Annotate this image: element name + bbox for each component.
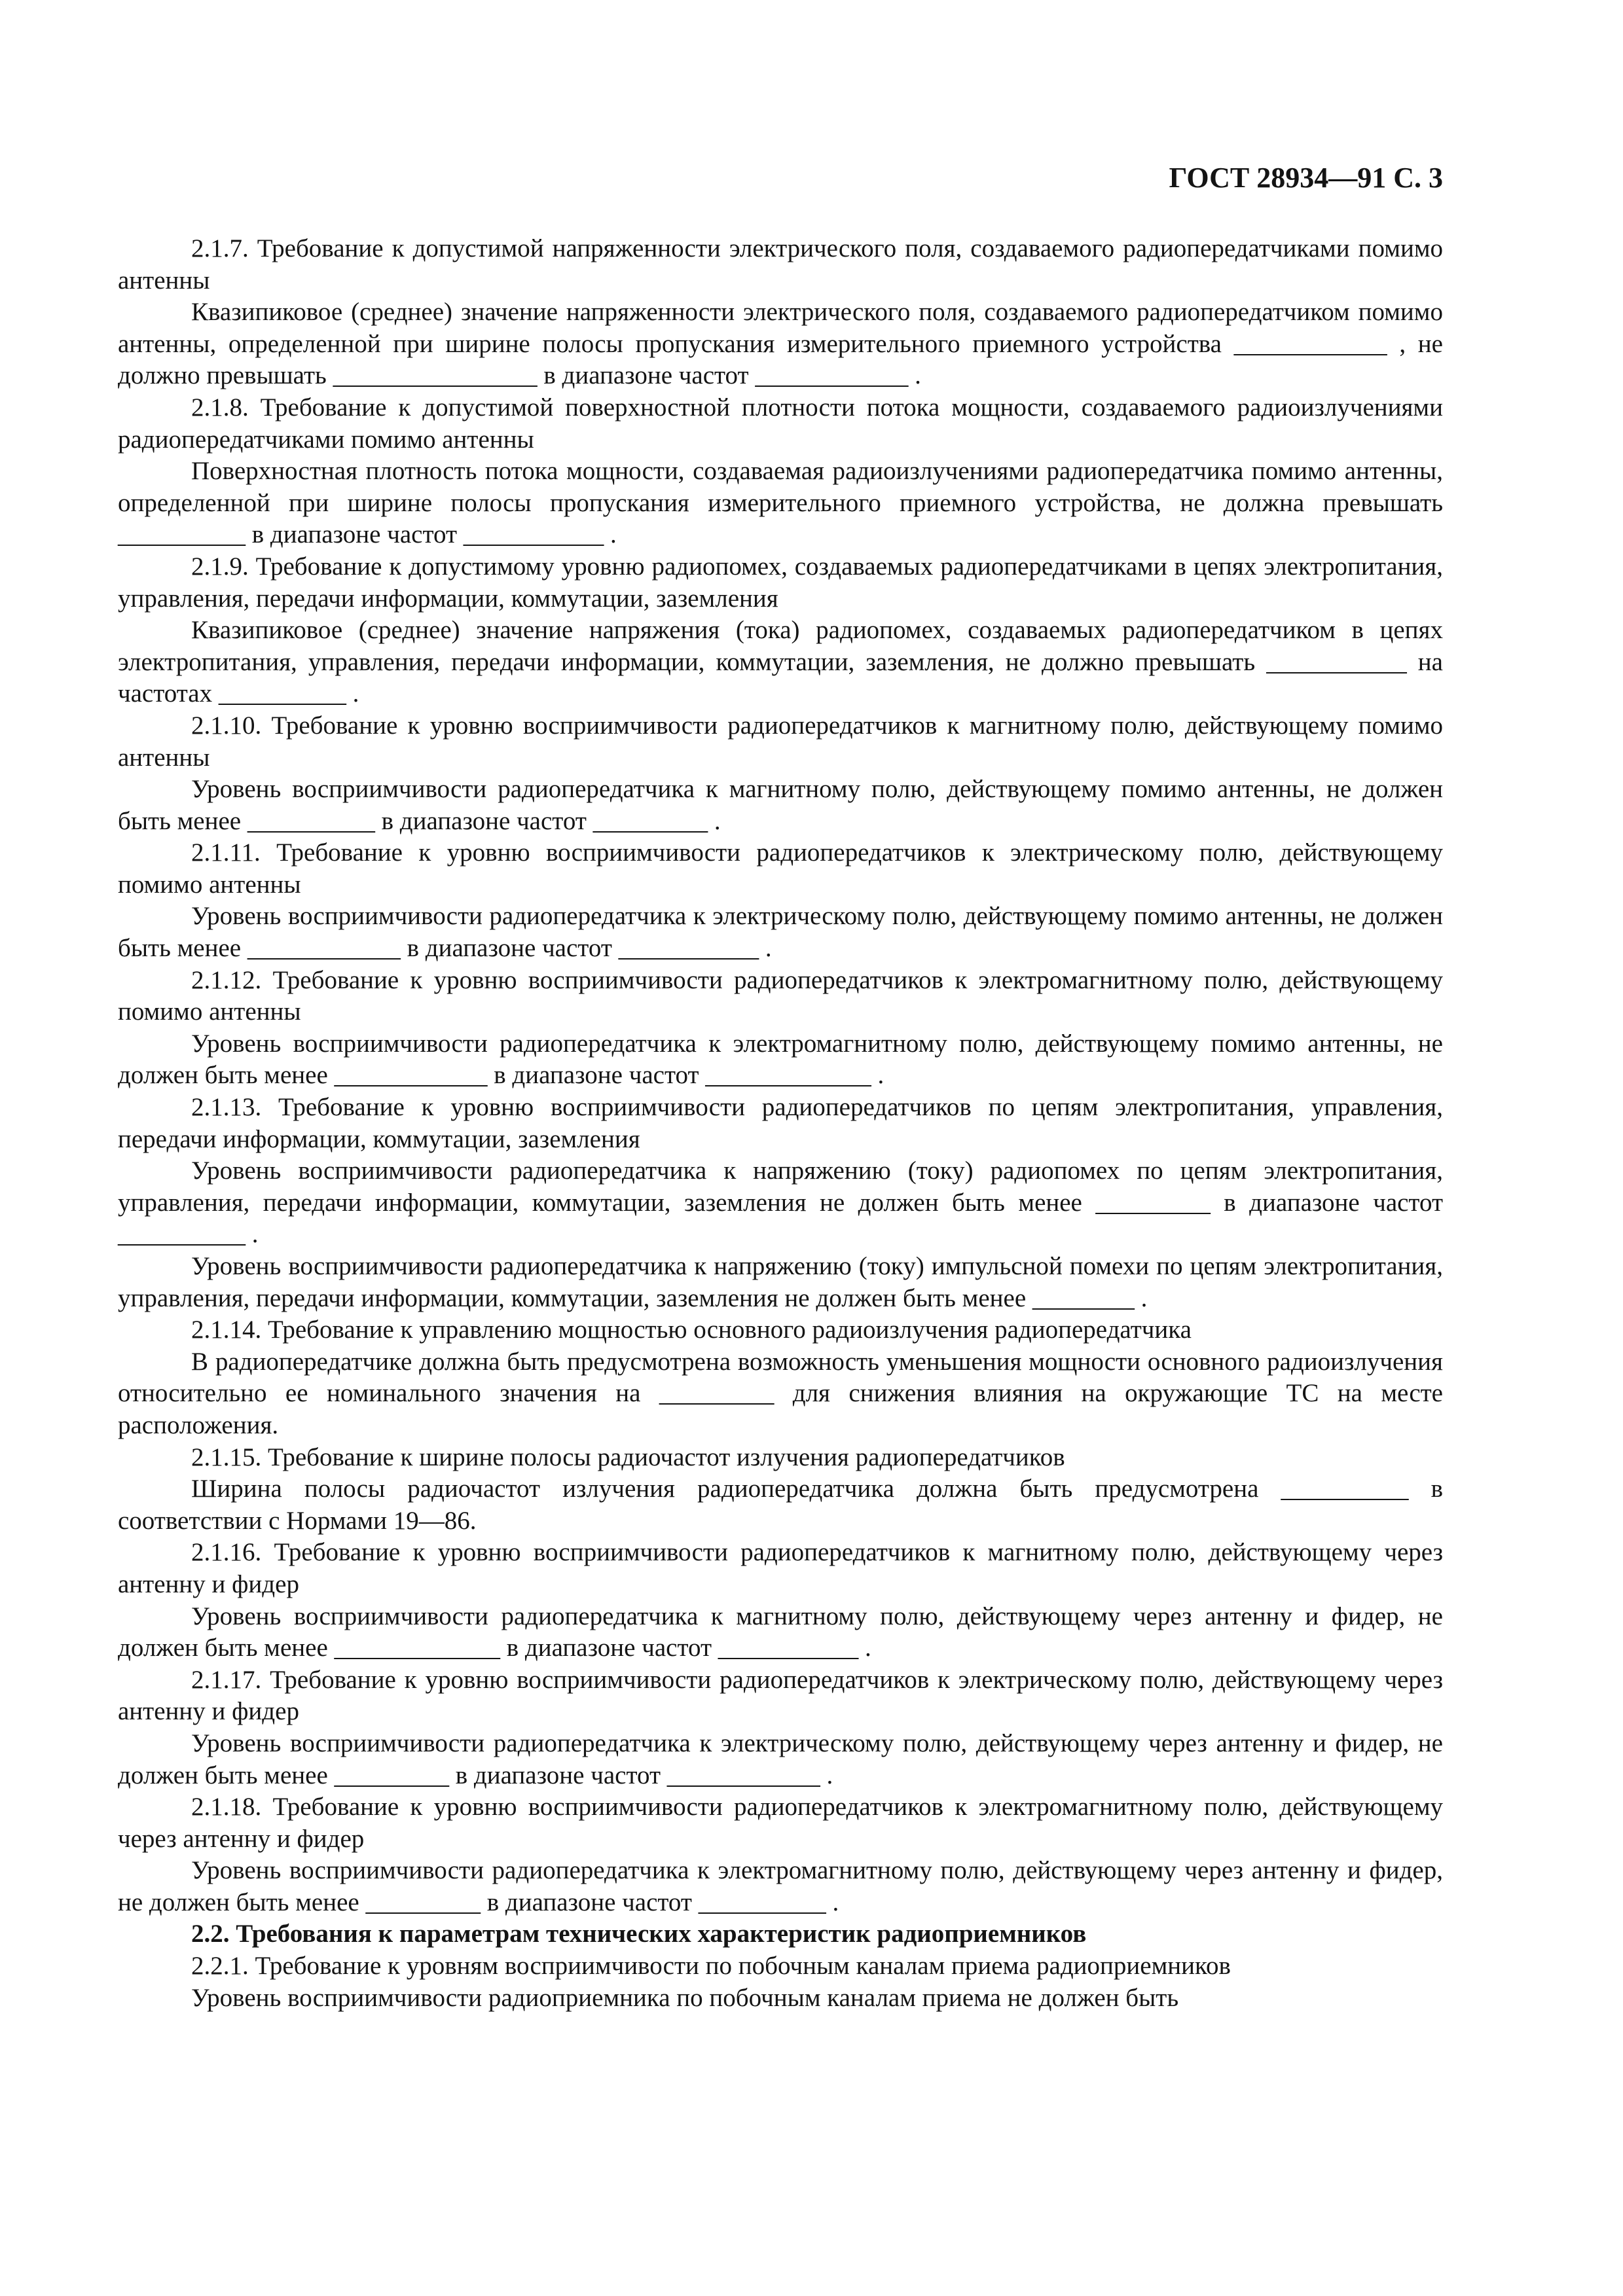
paragraph: Уровень восприимчивости радиоприемника по побочным каналам приема не должен быть	[191, 1983, 1179, 2012]
paragraph: Уровень восприимчивости радиопередатчика к напряжению (току) радиопомех по цепям электропитания, управления, передачи информации, коммутации, заземления не должен быть менее _________ в диапазоне частот __________ .	[118, 1157, 1443, 1249]
paragraph: Уровень восприимчивости радиопередатчика к электромагнитному полю, действующему помимо антенны, не должен быть менее ____________ в диапазоне частот _____________ .	[118, 1029, 1443, 1090]
paragraph: 2.1.7. Требование к допустимой напряженности электрического поля, создаваемого радиопередатчиками помимо антенны	[118, 234, 1443, 295]
paragraph: 2.1.18. Требование к уровню восприимчивости радиопередатчиков к электромагнитному полю, действующему через антенну и фидер	[118, 1793, 1443, 1853]
page-header: ГОСТ 28934—91 С. 3	[1169, 162, 1443, 194]
paragraph: 2.1.11. Требование к уровню восприимчивости радиопередатчиков к электрическому полю, действующему помимо антенны	[118, 838, 1443, 899]
paragraph: Ширина полосы радиочастот излучения радиопередатчика должна быть предусмотрена __________ в соответствии с Нормами 19—86.	[118, 1475, 1443, 1535]
paragraph: 2.1.14. Требование к управлению мощностью основного радиоизлучения радиопередатчика	[191, 1316, 1192, 1344]
section-heading: 2.2. Требования к параметрам технических характеристик радиоприемников	[191, 1920, 1087, 1948]
paragraph: Квазипиковое (среднее) значение напряженности электрического поля, создаваемого радиопередатчиком помимо антенны, определенной при ширине полосы пропускания измерительного приемного устройства ____________ , не должно превышать ________________ в диапазоне частот ____________ .	[118, 298, 1443, 390]
paragraph: 2.1.8. Требование к допустимой поверхностной плотности потока мощности, создаваемого радиоизлучениями радиопередатчиками помимо антенны	[118, 393, 1443, 454]
paragraph: Уровень восприимчивости радиопередатчика к магнитному полю, действующему помимо антенны, не должен быть менее __________ в диапазоне частот _________ .	[118, 775, 1443, 835]
paragraph: 2.1.13. Требование к уровню восприимчивости радиопередатчиков по цепям электропитания, управления, передачи информации, коммутации, заземления	[118, 1093, 1443, 1153]
paragraph: Уровень восприимчивости радиопередатчика к магнитному полю, действующему через антенну и фидер, не должен быть менее _____________ в диапазоне частот ___________ .	[118, 1602, 1443, 1662]
paragraph: Уровень восприимчивости радиопередатчика к электрическому полю, действующему помимо антенны, не должен быть менее ____________ в диапазоне частот ___________ .	[118, 902, 1443, 963]
paragraph: В радиопередатчике должна быть предусмотрена возможность уменьшения мощности основного радиоизлучения относительно ее номинального значения на _________ для снижения влияния на окружающие ТС на месте расположения.	[118, 1347, 1443, 1439]
paragraph: 2.1.9. Требование к допустимому уровню радиопомех, создаваемых радиопередатчиками в цепях электропитания, управления, передачи информации, коммутации, заземления	[118, 552, 1443, 613]
paragraph: 2.1.16. Требование к уровню восприимчивости радиопередатчиков к магнитному полю, действующему через антенну и фидер	[118, 1538, 1443, 1598]
paragraph: 2.1.12. Требование к уровню восприимчивости радиопередатчиков к электромагнитному полю, действующему помимо антенны	[118, 965, 1443, 1026]
paragraph: 2.1.10. Требование к уровню восприимчивости радиопередатчиков к магнитному полю, действующему помимо антенны	[118, 711, 1443, 772]
paragraph: Уровень восприимчивости радиопередатчика к напряжению (току) импульсной помехи по цепям электропитания, управления, передачи информации, коммутации, заземления не должен быть менее ________ .	[118, 1252, 1443, 1312]
paragraph: Уровень восприимчивости радиопередатчика к электромагнитному полю, действующему через антенну и фидер, не должен быть менее _________ в диапазоне частот __________ .	[118, 1856, 1443, 1916]
paragraph: 2.1.15. Требование к ширине полосы радиочастот излучения радиопередатчиков	[191, 1443, 1065, 1471]
paragraph: 2.2.1. Требование к уровням восприимчивости по побочным каналам приема радиоприемников	[191, 1952, 1231, 1981]
document-body	[118, 233, 1443, 2014]
paragraph: Уровень восприимчивости радиопередатчика к электрическому полю, действующему через антенну и фидер, не должен быть менее _________ в диапазоне частот ____________ .	[118, 1729, 1443, 1789]
paragraph: Поверхностная плотность потока мощности, создаваемая радиоизлучениями радиопередатчика помимо антенны, определенной при ширине полосы пропускания измерительного приемного устройства, не должна превышать __________ в диапазоне частот ___________ .	[118, 457, 1443, 549]
paragraph: 2.1.17. Требование к уровню восприимчивости радиопередатчиков к электрическому полю, действующему через антенну и фидер	[118, 1665, 1443, 1726]
paragraph: Квазипиковое (среднее) значение напряжения (тока) радиопомех, создаваемых радиопередатчиком в цепях электропитания, управления, передачи информации, коммутации, заземления, не должно превышать ___________ на частотах __________ .	[118, 616, 1443, 708]
